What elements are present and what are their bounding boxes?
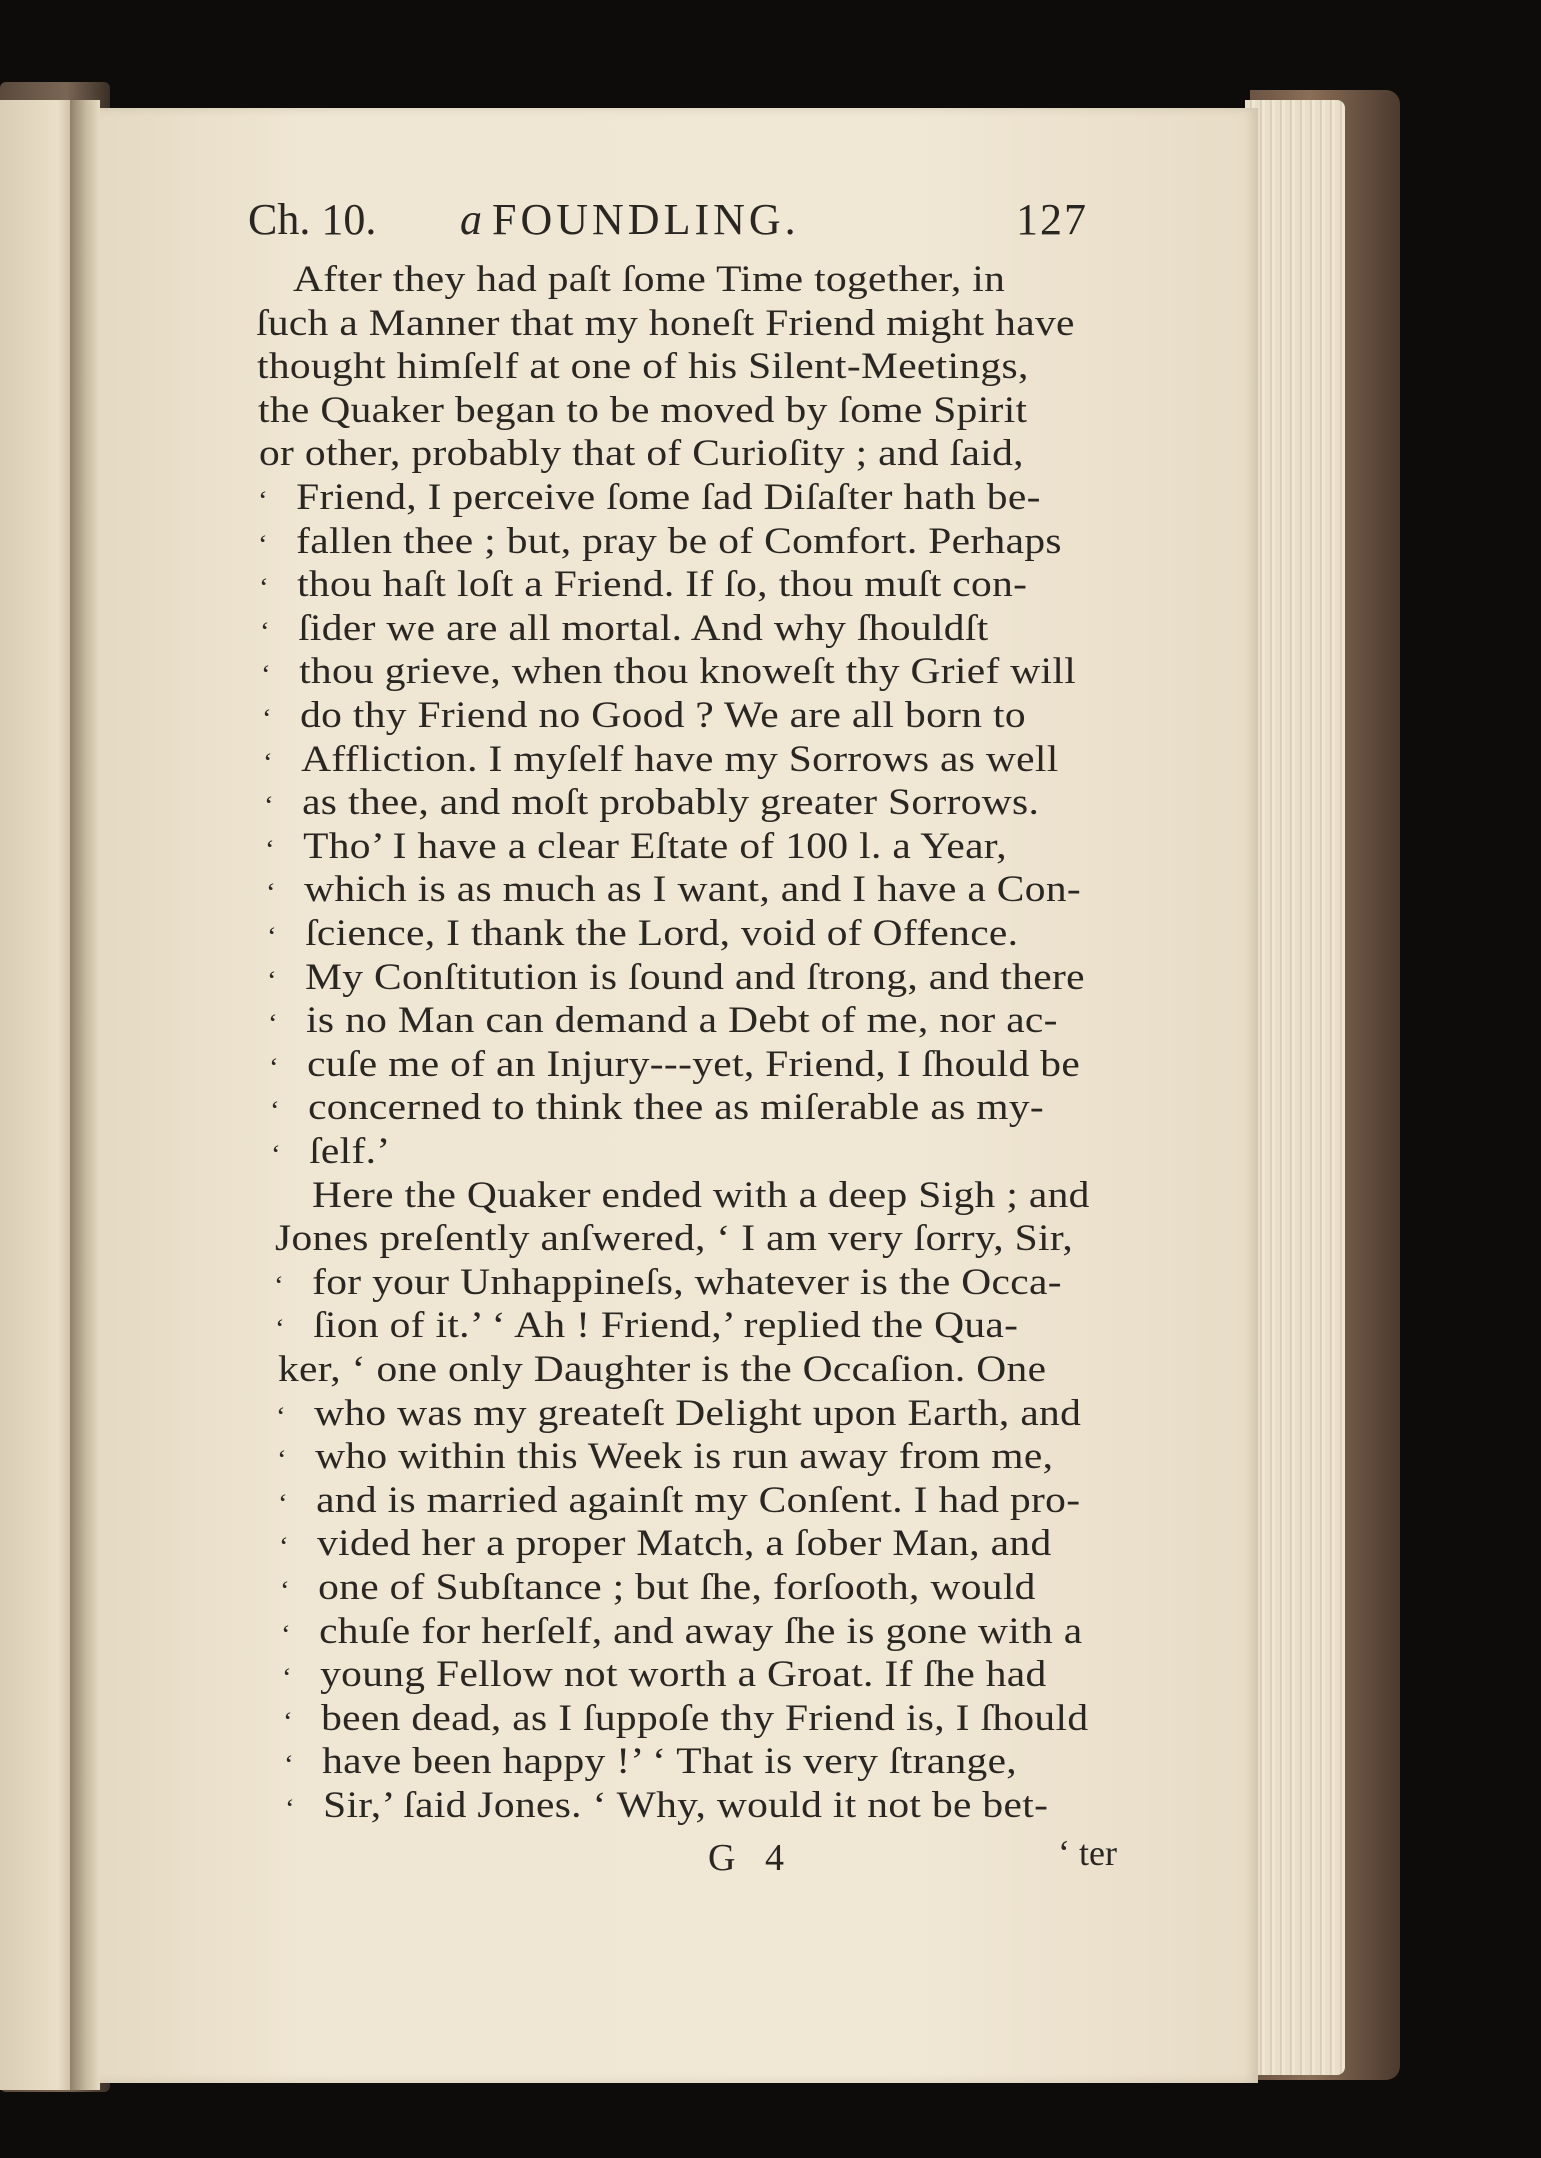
quote-mark: ‘	[260, 616, 271, 646]
quote-mark: ‘	[265, 878, 276, 908]
line-text: Jones preſently anſwered, ‘ I am very ſorry, Sir,	[274, 1218, 1073, 1260]
line-text: cuſe me of an Injury---yet, Friend, I ſhould be	[307, 1043, 1081, 1085]
quote-mark: ‘	[273, 1270, 284, 1300]
line-text: Sir,’ ſaid Jones. ‘ Why, would it not be bet-	[322, 1785, 1048, 1826]
text-line	[278, 1348, 1046, 1392]
text-line	[269, 1043, 1080, 1090]
text-line	[267, 912, 1018, 959]
line-text: been dead, as I ſuppoſe thy Friend is, I ſhould	[320, 1697, 1089, 1739]
quote-mark: ‘	[262, 704, 273, 733]
running-title-text: FOUNDLING.	[492, 195, 800, 244]
line-text: is no Man can demand a Debt of me, nor ac-	[306, 1000, 1059, 1042]
text-line	[276, 1392, 1081, 1439]
line-text: concerned to think thee as miſerable as my-	[308, 1087, 1045, 1129]
running-header	[248, 192, 1092, 248]
quote-mark: ‘	[280, 1619, 291, 1649]
line-text: thou haſt loſt a Friend. If ſo, thou muſt con-	[297, 564, 1028, 606]
text-line	[266, 868, 1081, 915]
line-text: Friend, I perceive ſome ſad Diſaſter hath be-	[295, 477, 1041, 518]
text-line	[274, 1261, 1062, 1308]
line-text: thou grieve, when thou knoweſt thy Grief will	[299, 651, 1077, 693]
text-line	[259, 432, 1024, 476]
line-text: My Conſtitution is ſound and ſtrong, and there	[305, 956, 1086, 998]
line-text: who within this Week is run away from me,	[315, 1436, 1054, 1478]
text-line	[261, 650, 1076, 697]
quote-mark: ‘	[278, 1488, 289, 1518]
text-line	[271, 1130, 390, 1177]
text-line	[258, 520, 1062, 567]
line-text: thought himſelf at one of his Silent-Meetings,	[256, 346, 1029, 388]
line-text: one of Subſtance ; but ſhe, forſooth, would	[318, 1567, 1036, 1608]
text-line	[293, 258, 1005, 302]
line-text: have been happy !’ ‘ That is very ſtrange,	[321, 1741, 1017, 1783]
line-text: ſcience, I thank the Lord, void of Offence.	[304, 913, 1018, 954]
catchword: ‘ ter	[1058, 1833, 1117, 1873]
text-line	[267, 956, 1085, 1003]
text-line	[264, 781, 1039, 828]
running-title-prefix: a	[460, 195, 482, 244]
line-text: young Fellow not worth a Groat. If ſhe had	[319, 1654, 1047, 1696]
text-line	[275, 1217, 1073, 1261]
page-number: 127	[1016, 195, 1088, 244]
line-text: ſelf.’	[309, 1131, 391, 1172]
text-line	[265, 825, 1007, 872]
quote-mark: ‘	[262, 747, 273, 777]
quote-mark: ‘	[281, 1663, 292, 1693]
text-line	[262, 694, 1026, 741]
signature-mark: G 4	[708, 1837, 794, 1879]
line-text: After they had paſt ſome Time together, in	[293, 259, 1006, 300]
quote-mark: ‘	[267, 965, 278, 995]
text-line	[256, 302, 1075, 346]
quote-mark: ‘	[271, 1140, 282, 1169]
line-text: the Quaker began to be moved by ſome Spirit	[257, 389, 1028, 431]
quote-mark: ‘	[258, 529, 269, 559]
running-title	[460, 192, 800, 248]
line-text: who was my greateſt Delight upon Earth, and	[314, 1392, 1082, 1434]
line-text: Affliction. I myſelf have my Sorrows as well	[300, 738, 1059, 780]
quote-mark: ‘	[257, 486, 268, 515]
quote-mark: ‘	[283, 1750, 294, 1780]
text-line	[283, 1697, 1088, 1744]
text-line	[278, 1479, 1080, 1526]
text-line	[258, 476, 1041, 523]
text-line	[282, 1653, 1047, 1700]
text-line	[268, 999, 1058, 1046]
text-line	[257, 345, 1029, 389]
line-text: Here the Quaker ended with a deep Sigh ; and	[311, 1174, 1090, 1216]
line-text: ker, ‘ one only Daughter is the Occaſion. One	[277, 1349, 1046, 1390]
text-line	[270, 1086, 1044, 1133]
line-text: as thee, and moſt probably greater Sorrows.	[301, 782, 1040, 824]
text-line	[284, 1740, 1017, 1787]
quote-mark: ‘	[279, 1532, 290, 1562]
quote-mark: ‘	[274, 1314, 285, 1344]
line-text: chuſe for herſelf, and away ſhe is gone with a	[318, 1610, 1083, 1652]
text-line	[259, 563, 1027, 610]
quote-mark: ‘	[266, 922, 277, 951]
line-text: vided her a proper Match, a ſober Man, and	[317, 1523, 1052, 1565]
text-line	[258, 389, 1027, 433]
line-text: ſion of it.’ ‘ Ah ! Friend,’ replied the Qua-	[312, 1305, 1018, 1347]
chapter-label: Ch. 10.	[248, 195, 377, 244]
line-text: do thy Friend no Good ? We are all born to	[300, 695, 1026, 736]
text-line	[285, 1784, 1048, 1831]
line-text: which is as much as I want, and I have a Con-	[303, 869, 1081, 911]
line-text: for your Unhappineſs, whatever is the Occa-	[311, 1261, 1062, 1303]
quote-mark: ‘	[263, 791, 274, 821]
quote-mark: ‘	[264, 834, 275, 864]
text-line	[279, 1522, 1052, 1569]
quote-mark: ‘	[269, 1052, 280, 1082]
line-text: fallen thee ; but, pray be of Comfort. Perhaps	[296, 520, 1063, 562]
line-text: and is married againſt my Conſent. I had pro-	[316, 1479, 1081, 1521]
quote-mark: ‘	[259, 573, 270, 603]
quote-mark: ‘	[282, 1706, 293, 1736]
text-line	[277, 1435, 1053, 1482]
quote-mark: ‘	[261, 660, 272, 690]
text-line	[312, 1174, 1090, 1218]
line-text: ſuch a Manner that my honeſt Friend might have	[255, 302, 1075, 344]
quote-mark: ‘	[284, 1794, 295, 1823]
quote-mark: ‘	[270, 1096, 281, 1126]
line-text: Tho’ I have a clear Eſtate of 100 l. a Year,	[302, 825, 1007, 867]
text-line	[280, 1566, 1036, 1613]
quote-mark: ‘	[277, 1445, 288, 1475]
line-text: ſider we are all mortal. And why ſhouldſt	[298, 607, 989, 649]
text-line	[275, 1304, 1018, 1351]
quote-mark: ‘	[268, 1009, 279, 1039]
quote-mark: ‘	[280, 1576, 291, 1605]
quote-mark: ‘	[276, 1401, 287, 1431]
text-line	[281, 1610, 1082, 1657]
text-line	[263, 738, 1059, 785]
text-line	[260, 607, 989, 654]
line-text: or other, probably that of Curioſity ; and ſaid,	[258, 433, 1024, 475]
